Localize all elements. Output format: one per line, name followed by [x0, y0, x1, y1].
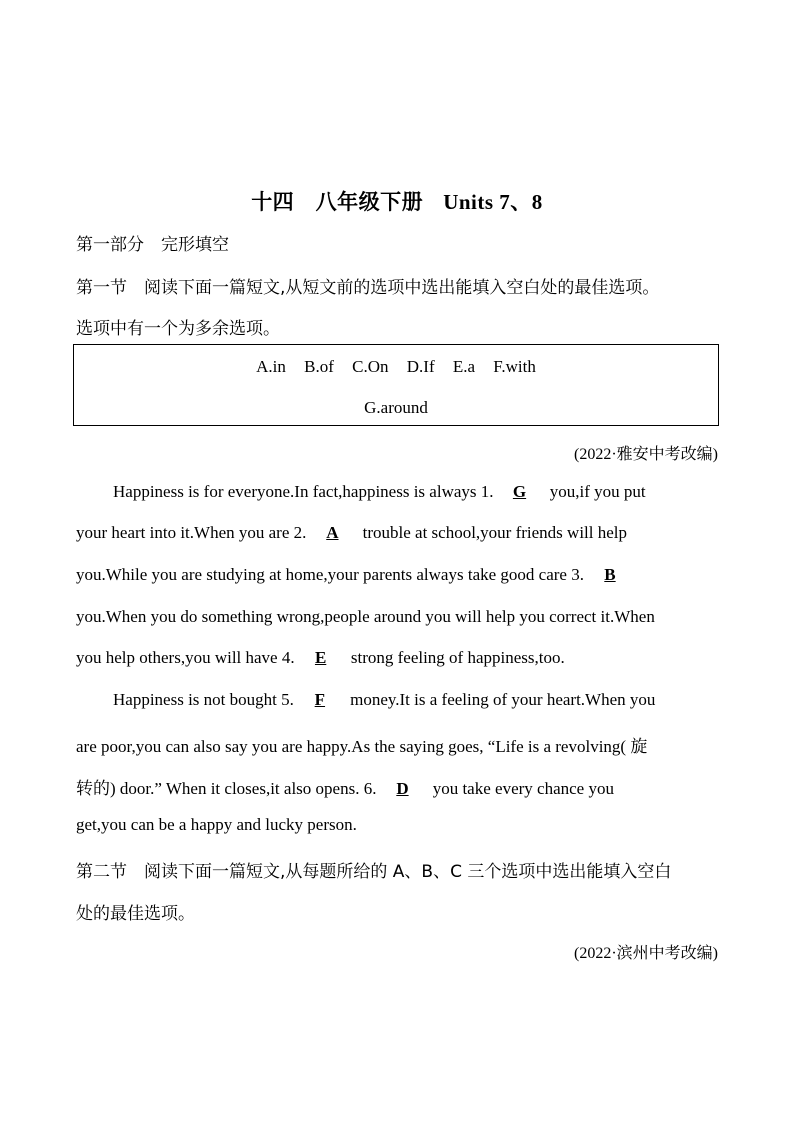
answer-blank-6: D — [396, 779, 409, 798]
answer-blank-3: B — [604, 565, 616, 584]
source-citation-1: (2022·雅安中考改编) — [574, 446, 718, 463]
passage-text: you,if you put — [545, 482, 646, 501]
passage-line — [76, 565, 716, 585]
passage-line — [76, 774, 716, 799]
passage-line — [76, 523, 716, 543]
title-english: Units 7、8 — [443, 190, 543, 214]
options-row-1 — [74, 357, 718, 377]
section1-instruction-line2: 选项中有一个为多余选项。 — [76, 319, 280, 339]
page-title — [0, 186, 794, 216]
passage-line: are poor,you can also say you are happy.As the saying goes, “Life is a revolving( 旋 — [76, 737, 648, 756]
passage-text: trouble at school,your friends will help — [358, 523, 628, 542]
options-box — [73, 344, 719, 426]
answer-blank-5: F — [314, 690, 326, 709]
passage-text: your heart into it.When you are 2. — [76, 523, 307, 542]
answer-blank-1: G — [512, 482, 527, 501]
passage-text: Happiness is not bought 5. — [113, 690, 294, 709]
title-chinese: 十四 八年级下册 — [251, 190, 424, 214]
passage-line: get,you can be a happy and lucky person. — [76, 815, 357, 834]
option-f: F.with — [493, 357, 536, 376]
passage-line — [113, 482, 753, 502]
passage-text: 转的) door.” When it closes,it also opens. 6. — [76, 779, 377, 798]
passage-line — [113, 690, 753, 710]
option-c: C.On — [352, 357, 389, 376]
passage-text: you take every chance you — [428, 779, 614, 798]
answer-blank-4: E — [314, 648, 327, 667]
answer-blank-2: A — [326, 523, 339, 542]
section2-instruction-line1: 第二节 阅读下面一篇短文,从每题所给的 A、B、C 三个选项中选出能填入空白 — [76, 862, 672, 882]
passage-text: you help others,you will have 4. — [76, 648, 295, 667]
passage-text: you.While you are studying at home,your parents always take good care 3. — [76, 565, 584, 584]
passage-text: Happiness is for everyone.In fact,happiness is always 1. — [113, 482, 494, 501]
part-heading: 第一部分 完形填空 — [76, 235, 229, 255]
option-e: E.a — [452, 357, 476, 376]
options-row-2 — [74, 398, 718, 418]
option-g: G.around — [364, 398, 428, 417]
section1-instruction-line1: 第一节 阅读下面一篇短文,从短文前的选项中选出能填入空白处的最佳选项。 — [76, 278, 660, 298]
option-b: B.of — [304, 357, 334, 376]
passage-text: money.It is a feeling of your heart.When you — [345, 690, 656, 709]
section2-instruction-line2: 处的最佳选项。 — [76, 904, 195, 924]
option-d: D.If — [406, 357, 435, 376]
option-a: A.in — [256, 357, 286, 376]
passage-line: you.When you do something wrong,people around you will help you correct it.When — [76, 607, 655, 626]
passage-text: strong feeling of happiness,too. — [346, 648, 565, 667]
passage-line — [76, 648, 716, 668]
source-citation-2: (2022·滨州中考改编) — [574, 945, 718, 962]
